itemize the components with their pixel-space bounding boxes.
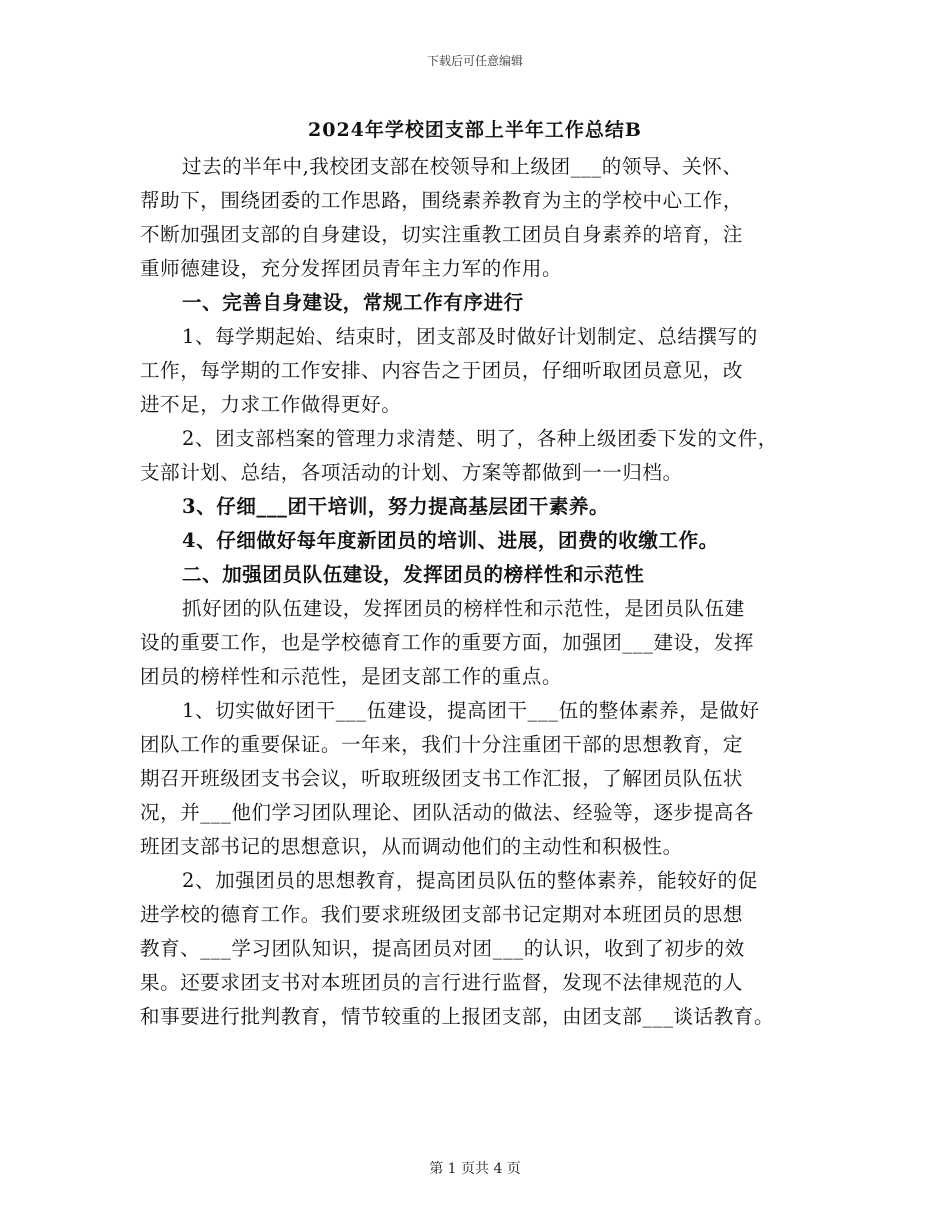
text-line: 团员的榜样性和示范性，是团支部工作的重点。 bbox=[140, 665, 563, 688]
document-title: 2024年学校团支部上半年工作总结B bbox=[308, 119, 642, 141]
text-line: 4、仔细做好每年度新团员的培训、进展，团费的收缴工作。 bbox=[182, 529, 719, 552]
text-line: 1、每学期起始、结束时，团支部及时做好计划制定、总结撰写的 bbox=[182, 325, 758, 348]
text-line: 团队工作的重要保证。一年来，我们十分注重团干部的思想教育，定 bbox=[140, 733, 744, 756]
text-line: 1、切实做好团干___伍建设，提高团干___伍的整体素养，是做好 bbox=[182, 699, 760, 722]
text-line: 进学校的德育工作。我们要求班级团支部书记定期对本班团员的思想 bbox=[140, 903, 744, 926]
text-line: 3、仔细___团干培训，努力提高基层团干素养。 bbox=[182, 495, 610, 518]
text-line: 支部计划、总结，各项活动的计划、方案等都做到一一归档。 bbox=[140, 461, 683, 484]
text-line: 工作，每学期的工作安排、内容告之于团员，仔细听取团员意见，改 bbox=[140, 359, 744, 382]
text-line: 重师德建设，充分发挥团员青年主力军的作用。 bbox=[140, 257, 563, 280]
text-line: 期召开班级团支书会议，听取班级团支书工作汇报，了解团员队伍状 bbox=[140, 767, 744, 790]
text-line: 和事要进行批判教育，情节较重的上报团支部，由团支部___谈话教育。 bbox=[140, 1005, 775, 1028]
text-line: 设的重要工作，也是学校德育工作的重要方面，加强团___建设，发挥 bbox=[140, 631, 754, 654]
text-line: 2、团支部档案的管理力求清楚、明了，各种上级团委下发的文件， bbox=[182, 427, 778, 450]
text-line: 进不足，力求工作做得更好。 bbox=[140, 393, 402, 416]
text-line: 一、完善自身建设，常规工作有序进行 bbox=[182, 291, 524, 314]
text-line: 不断加强团支部的自身建设，切实注重教工团员自身素养的培育，注 bbox=[140, 223, 744, 246]
page-footer: 第 1 页共 4 页 bbox=[429, 1161, 521, 1177]
text-line: 果。还要求团支书对本班团员的言行进行监督，发现不法律规范的人 bbox=[140, 971, 744, 994]
text-line: 2、加强团员的思想教育，提高团员队伍的整体素养，能较好的促 bbox=[182, 869, 758, 892]
text-line: 帮助下，围绕团委的工作思路，围绕素养教育为主的学校中心工作， bbox=[140, 189, 744, 212]
text-line: 班团支部书记的思想意识，从而调动他们的主动性和积极性。 bbox=[140, 835, 683, 858]
text-line: 教育、___学习团队知识，提高团员对团___的认识，收到了初步的效 bbox=[140, 937, 745, 960]
text-line: 况，并___他们学习团队理论、团队活动的做法、经验等，逐步提高各 bbox=[140, 801, 754, 824]
document-body bbox=[140, 150, 812, 1034]
text-line: 二、加强团员队伍建设，发挥团员的榜样性和示范性 bbox=[182, 563, 645, 586]
text-line: 抓好团的队伍建设，发挥团员的榜样性和示范性，是团员队伍建 bbox=[182, 597, 745, 620]
page-header: 下载后可任意编辑 bbox=[426, 54, 523, 68]
text-line: 过去的半年中,我校团支部在校领导和上级团___的领导、关怀、 bbox=[182, 155, 743, 178]
